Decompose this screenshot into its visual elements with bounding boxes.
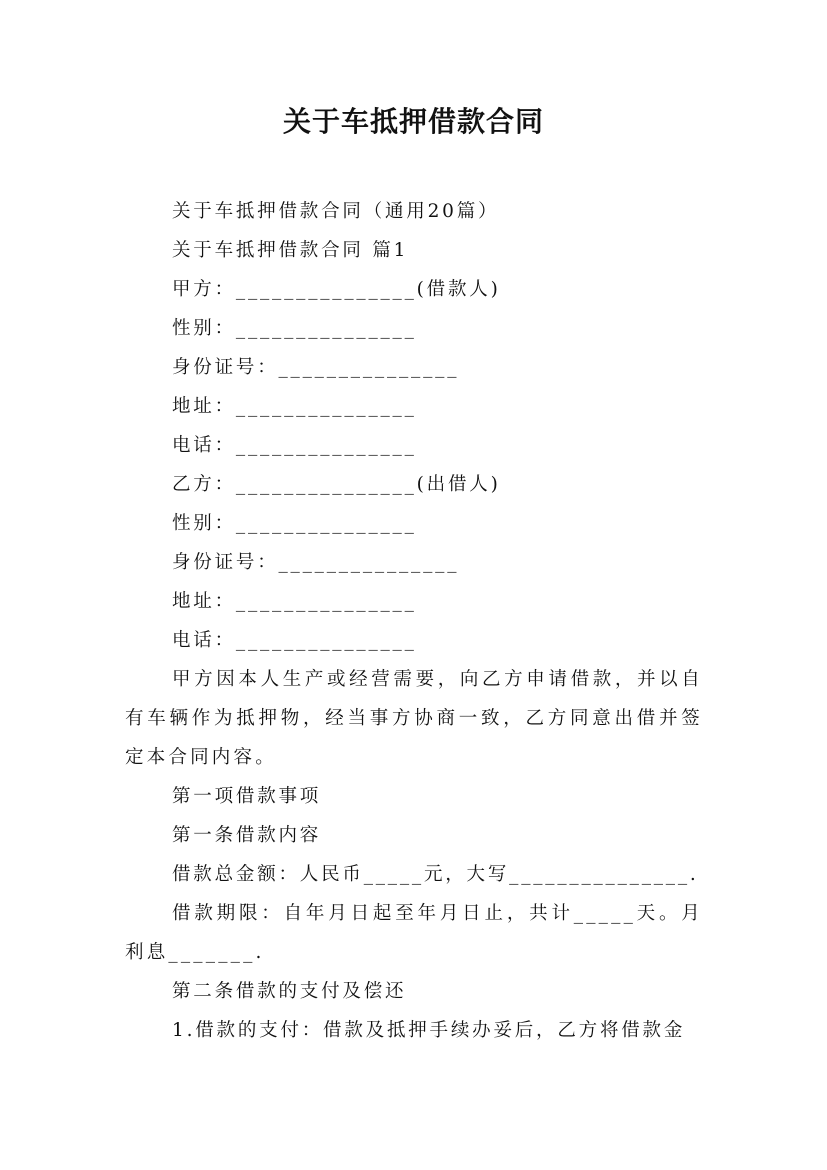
- party-a-phone-field: 电话：_______________: [172, 435, 417, 456]
- document-subtitle: 关于车抵押借款合同（通用20篇）: [172, 201, 500, 222]
- document-title: 关于车抵押借款合同: [282, 105, 544, 138]
- chapter-heading: 关于车抵押借款合同 篇1: [172, 240, 409, 261]
- article-heading: 第一条借款内容: [172, 825, 322, 846]
- party-a-gender-field: 性别：_______________: [172, 318, 417, 339]
- document-body: [125, 192, 703, 1050]
- party-b-gender-field: 性别：_______________: [172, 513, 417, 534]
- party-b-field: 乙方：_______________(出借人): [172, 474, 501, 495]
- payment-clause: 1.借款的支付：借款及抵押手续办妥后，乙方将借款金: [172, 1020, 686, 1041]
- section-heading: 第一项借款事项: [172, 786, 322, 807]
- party-a-address-field: 地址：_______________: [172, 396, 417, 417]
- party-a-id-field: 身份证号：_______________: [172, 357, 460, 378]
- intro-paragraph: 甲方因本人生产或经营需要，向乙方申请借款，并以自有车辆作为抵押物，经当事方协商一致，乙方同意出借并签定本合同内容。: [125, 669, 703, 768]
- party-b-address-field: 地址：_______________: [172, 591, 417, 612]
- party-a-field: 甲方：_______________(借款人): [172, 279, 501, 300]
- party-b-phone-field: 电话：_______________: [172, 630, 417, 651]
- loan-term-clause: 借款期限：自年月日起至年月日止，共计_____天。月利息_______.: [125, 903, 703, 963]
- article-heading: 第二条借款的支付及偿还: [172, 981, 407, 1002]
- loan-amount-clause: 借款总金额：人民币_____元，大写_______________.: [172, 864, 699, 885]
- party-b-id-field: 身份证号：_______________: [172, 552, 460, 573]
